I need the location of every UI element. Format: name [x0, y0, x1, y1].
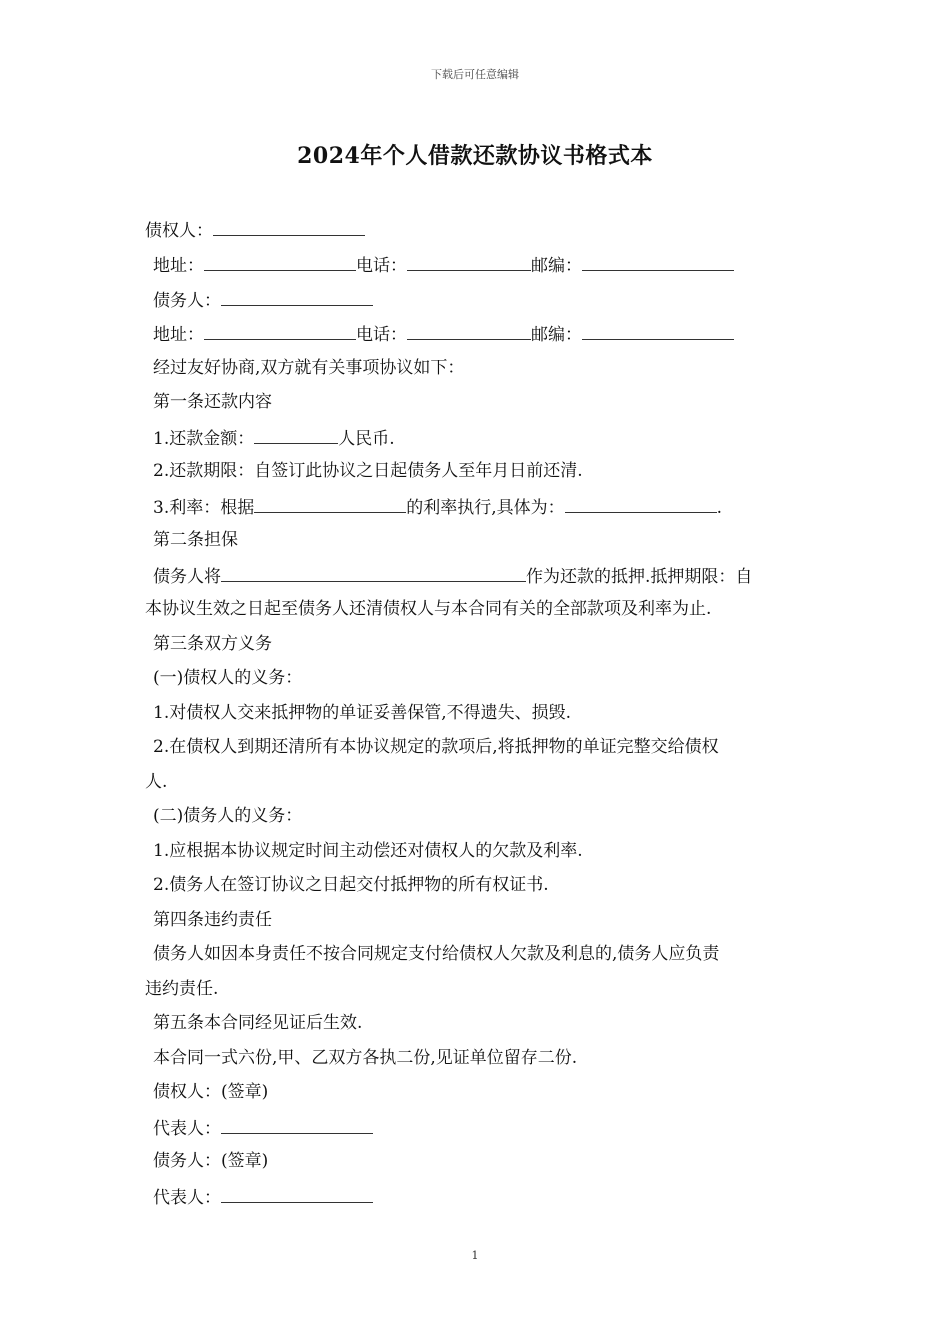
- postcode-blank: [582, 321, 734, 340]
- phone-label: 电话：: [356, 256, 407, 276]
- article2-text-cont: 本协议生效之日起至债务人还清债权人与本合同有关的全部款项及利率为止.: [145, 599, 712, 619]
- postcode-blank: [582, 252, 734, 271]
- creditor-representative: [153, 1115, 950, 1141]
- debtor-signature: 债务人：(签章): [153, 1151, 269, 1171]
- representative-blank: [221, 1115, 373, 1134]
- debtor-duty-1: 1.应根据本协议规定时间主动偿还对债权人的欠款及利率.: [153, 841, 583, 861]
- creditor-signature: 债权人：(签章): [153, 1082, 269, 1102]
- article4-text-cont: 违约责任.: [145, 979, 219, 999]
- article1-heading: 第一条还款内容: [153, 392, 272, 412]
- debtor-duties-heading: (二)债务人的义务：: [153, 806, 303, 826]
- article1-item3: [153, 494, 950, 520]
- copies-paragraph: 本合同一式六份,甲、乙双方各执二份,见证单位留存二份.: [153, 1048, 578, 1068]
- phone-blank: [407, 321, 531, 340]
- article5-heading: 第五条本合同经见证后生效.: [153, 1013, 363, 1033]
- creditor-duty-2: 2.在债权人到期还清所有本协议规定的款项后,将抵押物的单证完整交给债权: [153, 737, 719, 757]
- address-label: 地址：: [153, 256, 204, 276]
- collateral-blank: [221, 563, 526, 582]
- address-label: 地址：: [153, 325, 204, 345]
- creditor-duty-1: 1.对债权人交来抵押物的单证妥善保管,不得遗失、损毁.: [153, 703, 572, 723]
- phone-blank: [407, 252, 531, 271]
- debtor-line: [153, 287, 950, 313]
- postcode-label: 邮编：: [531, 325, 582, 345]
- representative-label: 代表人：: [153, 1188, 221, 1208]
- document-title: 2024年个人借款还款协议书格式本: [297, 143, 653, 169]
- rate-label: 3.利率：根据: [153, 498, 255, 518]
- rate-basis-blank: [254, 494, 406, 513]
- rate-detail-label: 的利率执行,具体为：: [406, 498, 565, 518]
- intro-paragraph: 经过友好协商,双方就有关事项协议如下：: [153, 358, 465, 378]
- article4-heading: 第四条违约责任: [153, 910, 272, 930]
- collateral-label: 债务人将: [153, 567, 221, 587]
- creditor-duties-heading: (一)债权人的义务：: [153, 668, 303, 688]
- creditor-name-blank: [213, 217, 365, 236]
- collateral-term-label: 作为还款的抵押.抵押期限：自: [526, 567, 753, 587]
- article2-text: [153, 563, 950, 589]
- postcode-label: 邮编：: [531, 256, 582, 276]
- representative-blank: [221, 1184, 373, 1203]
- article2-heading: 第二条担保: [153, 530, 238, 550]
- article3-heading: 第三条双方义务: [153, 634, 272, 654]
- article1-item2: 2.还款期限：自签订此协议之日起债务人至年月日前还清.: [153, 461, 583, 481]
- creditor-address-line: [153, 252, 950, 278]
- article4-text: 债务人如因本身责任不按合同规定支付给债权人欠款及利息的,债务人应负责: [153, 944, 720, 964]
- creditor-duty-2-cont: 人.: [145, 772, 168, 792]
- amount-blank: [254, 425, 338, 444]
- page-number: 1: [471, 1249, 479, 1262]
- creditor-label: 债权人：: [145, 221, 213, 241]
- page-header: 下载后可任意编辑: [431, 68, 519, 81]
- address-blank: [204, 321, 356, 340]
- rate-detail-blank: [565, 494, 717, 513]
- amount-label: 1.还款金额：: [153, 429, 255, 449]
- debtor-duty-2: 2.债务人在签订协议之日起交付抵押物的所有权证书.: [153, 875, 549, 895]
- creditor-line: [145, 217, 950, 243]
- debtor-label: 债务人：: [153, 291, 221, 311]
- article1-item1: [153, 425, 950, 451]
- rate-period: .: [716, 498, 723, 518]
- debtor-name-blank: [221, 287, 373, 306]
- currency-label: 人民币.: [338, 429, 395, 449]
- representative-label: 代表人：: [153, 1119, 221, 1139]
- phone-label: 电话：: [356, 325, 407, 345]
- address-blank: [204, 252, 356, 271]
- debtor-representative: [153, 1184, 950, 1210]
- debtor-address-line: [153, 321, 950, 347]
